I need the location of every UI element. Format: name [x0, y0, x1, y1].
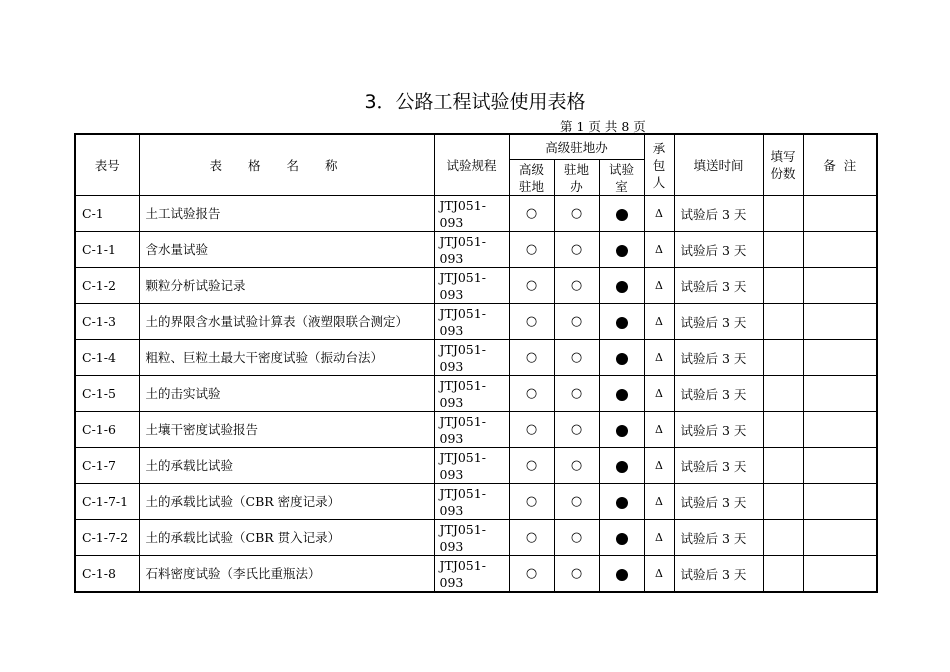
- row-remarks: [803, 448, 877, 484]
- row-lab-mark: [599, 196, 644, 232]
- row-contractor-mark: Δ: [644, 484, 674, 520]
- row-copies: [763, 304, 803, 340]
- row-resident-mark: ○: [554, 484, 599, 520]
- row-form-name: 土的承载比试验: [139, 448, 434, 484]
- row-procedure: JTJ051-093: [434, 340, 509, 376]
- row-senior-mark: ○: [509, 520, 554, 556]
- header-lab: 试验 室: [599, 160, 644, 196]
- row-lab-mark: [599, 484, 644, 520]
- row-resident-mark: ○: [554, 448, 599, 484]
- row-resident-mark: ○: [554, 304, 599, 340]
- row-resident-mark: ○: [554, 232, 599, 268]
- row-remarks: [803, 304, 877, 340]
- row-contractor-mark: Δ: [644, 376, 674, 412]
- row-submit-time: 试验后 3 天: [674, 304, 763, 340]
- row-submit-time: 试验后 3 天: [674, 340, 763, 376]
- filled-circle-icon: [616, 569, 628, 581]
- table-row: [75, 304, 877, 340]
- row-copies: [763, 340, 803, 376]
- row-senior-mark: ○: [509, 196, 554, 232]
- row-submit-time: 试验后 3 天: [674, 196, 763, 232]
- row-senior-mark: ○: [509, 232, 554, 268]
- row-senior-mark: ○: [509, 340, 554, 376]
- row-form-name: 含水量试验: [139, 232, 434, 268]
- header-remarks: 备 注: [803, 134, 877, 196]
- row-senior-mark: ○: [509, 376, 554, 412]
- row-procedure: JTJ051-093: [434, 412, 509, 448]
- header-procedure: 试验规程: [434, 134, 509, 196]
- row-contractor-mark: Δ: [644, 556, 674, 593]
- row-contractor-mark: Δ: [644, 340, 674, 376]
- row-code: C-1-5: [75, 376, 139, 412]
- row-remarks: [803, 232, 877, 268]
- row-lab-mark: [599, 412, 644, 448]
- row-contractor-mark: Δ: [644, 304, 674, 340]
- row-submit-time: 试验后 3 天: [674, 448, 763, 484]
- row-code: C-1-6: [75, 412, 139, 448]
- row-lab-mark: [599, 556, 644, 593]
- row-remarks: [803, 340, 877, 376]
- row-form-name: 颗粒分析试验记录: [139, 268, 434, 304]
- filled-circle-icon: [616, 317, 628, 329]
- row-resident-mark: ○: [554, 196, 599, 232]
- filled-circle-icon: [616, 353, 628, 365]
- row-copies: [763, 412, 803, 448]
- row-submit-time: 试验后 3 天: [674, 232, 763, 268]
- filled-circle-icon: [616, 533, 628, 545]
- row-code: C-1-3: [75, 304, 139, 340]
- row-lab-mark: [599, 448, 644, 484]
- row-lab-mark: [599, 268, 644, 304]
- row-senior-mark: ○: [509, 448, 554, 484]
- row-lab-mark: [599, 340, 644, 376]
- row-procedure: JTJ051-093: [434, 196, 509, 232]
- page-indicator: 第 1 页 共 8 页: [560, 119, 646, 134]
- row-procedure: JTJ051-093: [434, 484, 509, 520]
- table-row: [75, 520, 877, 556]
- row-senior-mark: ○: [509, 268, 554, 304]
- row-submit-time: 试验后 3 天: [674, 268, 763, 304]
- row-contractor-mark: Δ: [644, 232, 674, 268]
- table-row: [75, 376, 877, 412]
- row-contractor-mark: Δ: [644, 448, 674, 484]
- row-copies: [763, 232, 803, 268]
- filled-circle-icon: [616, 425, 628, 437]
- header-submit-time: 填送时间: [674, 134, 763, 196]
- row-contractor-mark: Δ: [644, 196, 674, 232]
- row-remarks: [803, 412, 877, 448]
- table-row: [75, 268, 877, 304]
- row-form-name: 粗粒、巨粒土最大干密度试验（振动台法）: [139, 340, 434, 376]
- table-row: [75, 412, 877, 448]
- row-code: C-1-7-1: [75, 484, 139, 520]
- row-procedure: JTJ051-093: [434, 520, 509, 556]
- row-copies: [763, 268, 803, 304]
- row-resident-mark: ○: [554, 376, 599, 412]
- row-resident-mark: ○: [554, 340, 599, 376]
- row-copies: [763, 196, 803, 232]
- header-name: 表格名称: [139, 134, 434, 196]
- row-contractor-mark: Δ: [644, 520, 674, 556]
- row-remarks: [803, 196, 877, 232]
- row-remarks: [803, 268, 877, 304]
- row-form-name: 土工试验报告: [139, 196, 434, 232]
- row-senior-mark: ○: [509, 484, 554, 520]
- table-row: [75, 556, 877, 593]
- row-code: C-1-1: [75, 232, 139, 268]
- row-copies: [763, 376, 803, 412]
- row-senior-mark: ○: [509, 556, 554, 593]
- row-copies: [763, 556, 803, 593]
- table-row: [75, 340, 877, 376]
- filled-circle-icon: [616, 209, 628, 221]
- row-code: C-1-4: [75, 340, 139, 376]
- row-form-name: 土的承载比试验（CBR 密度记录）: [139, 484, 434, 520]
- row-procedure: JTJ051-093: [434, 448, 509, 484]
- header-code: 表号: [75, 134, 139, 196]
- row-lab-mark: [599, 376, 644, 412]
- header-senior: 高级 驻地: [509, 160, 554, 196]
- row-procedure: JTJ051-093: [434, 232, 509, 268]
- table-row: [75, 484, 877, 520]
- row-code: C-1: [75, 196, 139, 232]
- row-resident-mark: ○: [554, 556, 599, 593]
- row-form-name: 土的击实试验: [139, 376, 434, 412]
- filled-circle-icon: [616, 497, 628, 509]
- header-office-group: 高级驻地办: [509, 134, 644, 160]
- header-resident: 驻地 办: [554, 160, 599, 196]
- row-remarks: [803, 484, 877, 520]
- row-lab-mark: [599, 304, 644, 340]
- row-code: C-1-7-2: [75, 520, 139, 556]
- page-title: 3．公路工程试验使用表格: [364, 91, 586, 113]
- row-form-name: 土的界限含水量试验计算表（液塑限联合测定）: [139, 304, 434, 340]
- row-submit-time: 试验后 3 天: [674, 412, 763, 448]
- table-row: [75, 448, 877, 484]
- row-copies: [763, 448, 803, 484]
- row-code: C-1-8: [75, 556, 139, 593]
- row-submit-time: 试验后 3 天: [674, 376, 763, 412]
- row-submit-time: 试验后 3 天: [674, 556, 763, 593]
- row-procedure: JTJ051-093: [434, 556, 509, 593]
- table-row: [75, 232, 877, 268]
- row-lab-mark: [599, 520, 644, 556]
- row-code: C-1-2: [75, 268, 139, 304]
- row-form-name: 石料密度试验（李氏比重瓶法）: [139, 556, 434, 593]
- row-senior-mark: ○: [509, 304, 554, 340]
- row-contractor-mark: Δ: [644, 268, 674, 304]
- header-copies: 填写 份数: [763, 134, 803, 196]
- row-remarks: [803, 520, 877, 556]
- row-procedure: JTJ051-093: [434, 268, 509, 304]
- row-copies: [763, 520, 803, 556]
- row-form-name: 土的承载比试验（CBR 贯入记录）: [139, 520, 434, 556]
- row-submit-time: 试验后 3 天: [674, 484, 763, 520]
- row-remarks: [803, 556, 877, 593]
- row-form-name: 土壤干密度试验报告: [139, 412, 434, 448]
- filled-circle-icon: [616, 281, 628, 293]
- filled-circle-icon: [616, 245, 628, 257]
- row-contractor-mark: Δ: [644, 412, 674, 448]
- filled-circle-icon: [616, 389, 628, 401]
- row-resident-mark: ○: [554, 412, 599, 448]
- test-forms-table: [74, 133, 878, 593]
- table-row: [75, 196, 877, 232]
- row-remarks: [803, 376, 877, 412]
- row-procedure: JTJ051-093: [434, 376, 509, 412]
- header-contractor: 承 包 人: [644, 134, 674, 196]
- row-submit-time: 试验后 3 天: [674, 520, 763, 556]
- row-lab-mark: [599, 232, 644, 268]
- row-resident-mark: ○: [554, 520, 599, 556]
- row-code: C-1-7: [75, 448, 139, 484]
- row-senior-mark: ○: [509, 412, 554, 448]
- filled-circle-icon: [616, 461, 628, 473]
- row-procedure: JTJ051-093: [434, 304, 509, 340]
- row-resident-mark: ○: [554, 268, 599, 304]
- row-copies: [763, 484, 803, 520]
